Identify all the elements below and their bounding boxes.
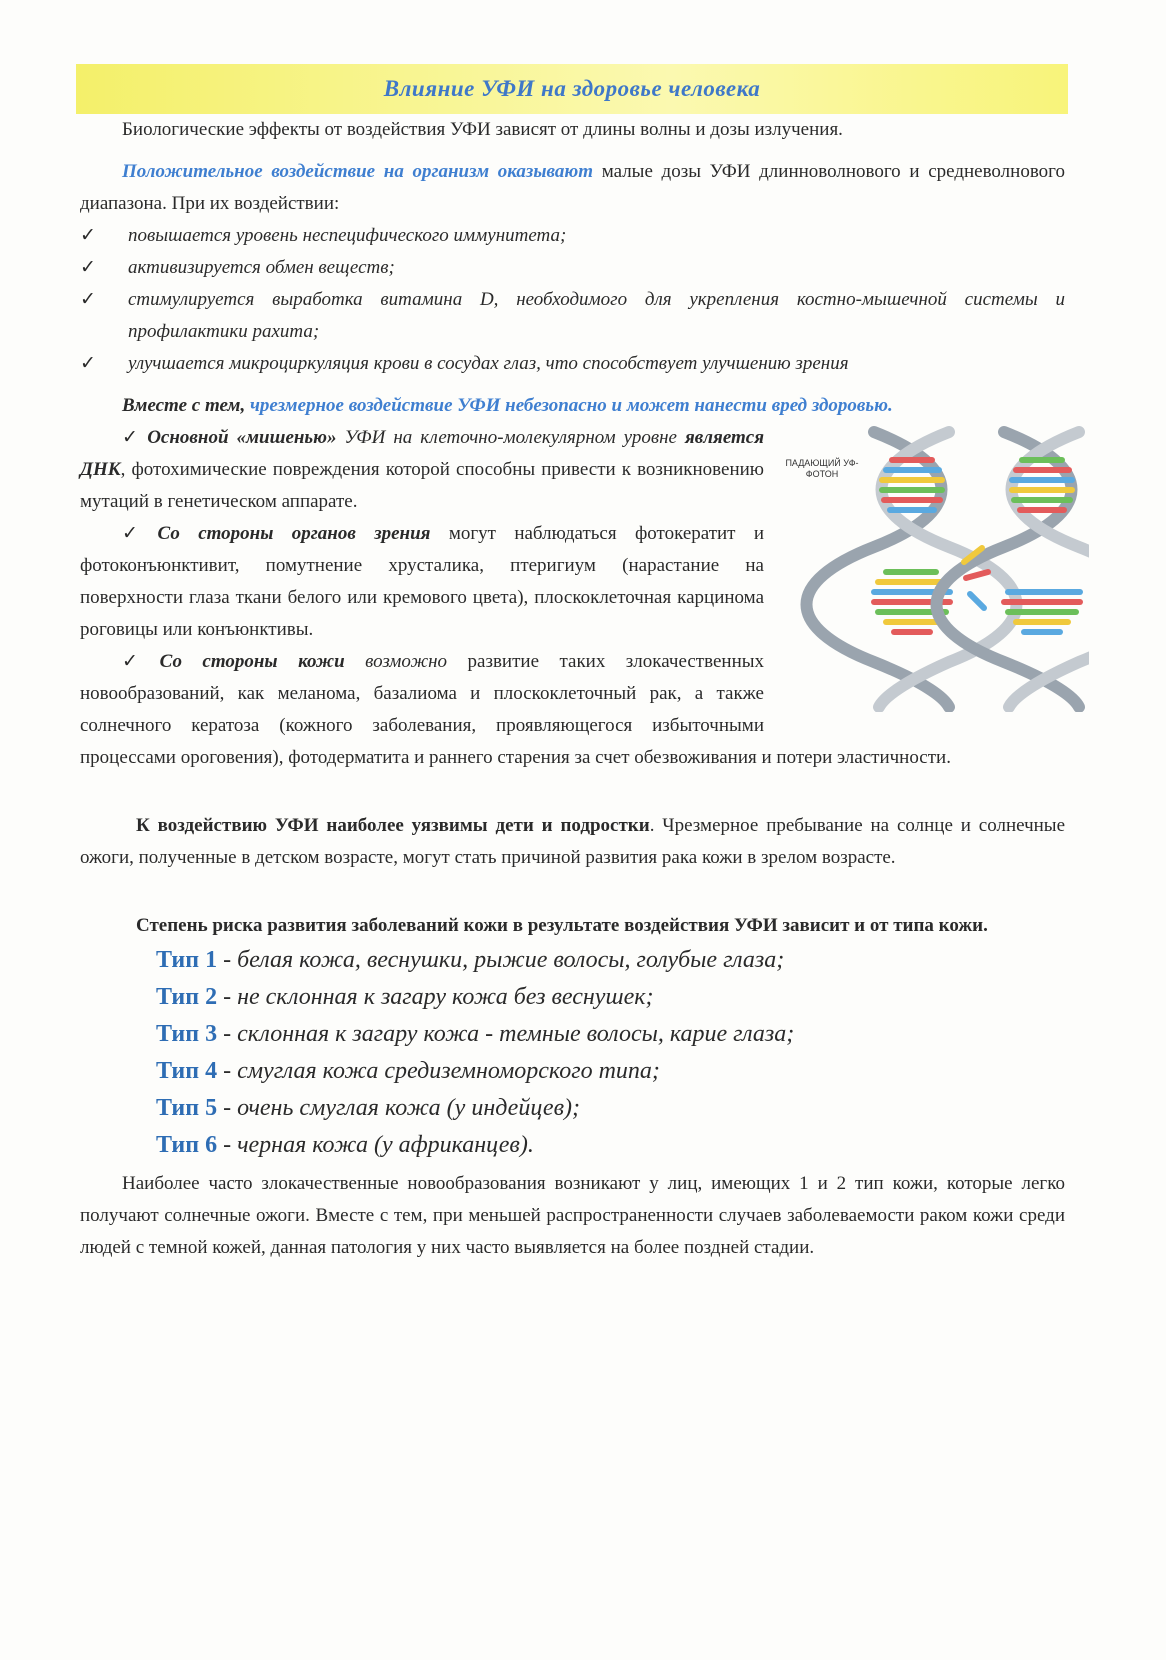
list-item: Тип 6 - черная кожа (у африканцев). [156, 1132, 534, 1158]
positive-rest: малые дозы УФИ длинноволнового и средневолнового диапазона. При их воздействии: [80, 161, 1065, 214]
list-item: Тип 2 - не склонная к загару кожа без веснушек; [156, 984, 654, 1010]
eyes-paragraph: ✓ Со стороны органов зрения могут наблюдаться фотокератит и фотоконъюнктивит, помутнение хрусталика, птеригиум (нарастание на поверхности глаза ткани белого или кремового цвета), плоскоклеточная карцинома роговицы или конъюнктивы. [80, 523, 765, 640]
photon-label: ПАДАЮЩИЙ УФ-ФОТОН [785, 458, 859, 479]
check-icon: ✓ [80, 257, 96, 278]
positive-lead: Положительное воздействие на организм оказывают [122, 161, 594, 182]
dna-paragraph: ✓ Основной «мишенью» УФИ на клеточно-молекулярном уровне является ДНК, фотохимические повреждения которой способны привести к возникновению мутаций в генетическом аппарате. [80, 427, 764, 512]
check-icon: ✓ [80, 353, 96, 374]
check-icon: ✓ [122, 651, 154, 672]
effects-list [80, 220, 1065, 380]
warning-paragraph [80, 390, 1065, 422]
conclusion-paragraph: Наиболее часто злокачественные новообразования возникают у лиц, имеющих 1 и 2 тип кожи, которые легко получают солнечные ожоги. Вместе с тем, при меньшей распространенности случаев заболеваемости раком кожи среди людей с темной кожей, данная патология у них часто выявляется на более поздней стадии. [80, 1173, 1065, 1258]
list-item: Тип 5 - очень смуглая кожа (у индейцев); [156, 1095, 580, 1121]
skin-types-list [80, 942, 1065, 1164]
list-item: Тип 3 - склонная к загару кожа - темные волосы, карие глаза; [156, 1021, 795, 1047]
children-paragraph: К воздействию УФИ наиболее уязвимы дети и подростки. Чрезмерное пребывание на солнце и солнечные ожоги, полученные в детском возрасте, могут стать причиной развития рака кожи в зрелом возрасте. [80, 815, 1065, 868]
list-item: Тип 4 - смуглая кожа средиземноморского типа; [156, 1058, 660, 1084]
warning-lead: Вместе с тем, [122, 395, 246, 416]
dna-section [80, 422, 1065, 774]
intro-paragraph: Биологические эффекты от воздействия УФИ зависят от длины волны и дозы излучения. [122, 119, 843, 140]
risk-heading: Степень риска развития заболеваний кожи в результате воздействия УФИ зависит и от типа кожи. [136, 915, 988, 936]
check-icon: ✓ [80, 289, 96, 310]
list-item: ✓ улучшается микроциркуляция крови в сосудах глаз, что способствует улучшению зрения [80, 348, 1065, 380]
list-item: ✓ стимулируется выработка витамина D, необходимого для укрепления костно-мышечной системы и профилактики рахита; [80, 284, 1065, 348]
list-item: ✓ активизируется обмен веществ; [80, 252, 1065, 284]
skin-paragraph: ✓ Со стороны кожи возможно развитие таких злокачественных новообразований, как меланома, базалиома и плоскоклеточный рак, а также солнечного кератоза (кожного заболевания, проявляющегося избыточными процессами ороговения), фотодерматита и раннего старения за счет обезвоживания и потери эластичности. [80, 651, 951, 768]
positive-paragraph [80, 156, 1065, 220]
check-icon: ✓ [122, 523, 152, 544]
check-icon: ✓ [80, 225, 96, 246]
dna-helix-right [937, 432, 1090, 707]
list-item: ✓ повышается уровень неспецифического иммунитета; [80, 220, 1065, 252]
title-banner [76, 64, 1068, 114]
warning-rest: чрезмерное воздействие УФИ небезопасно и может нанести вред здоровью. [245, 395, 893, 416]
dna-illustration [774, 422, 1089, 712]
document-page [80, 64, 1065, 1264]
page-title: Влияние УФИ на здоровье человека [383, 76, 761, 101]
check-icon: ✓ [122, 427, 142, 448]
list-item: Тип 1 - белая кожа, веснушки, рыжие волосы, голубые глаза; [156, 947, 785, 973]
